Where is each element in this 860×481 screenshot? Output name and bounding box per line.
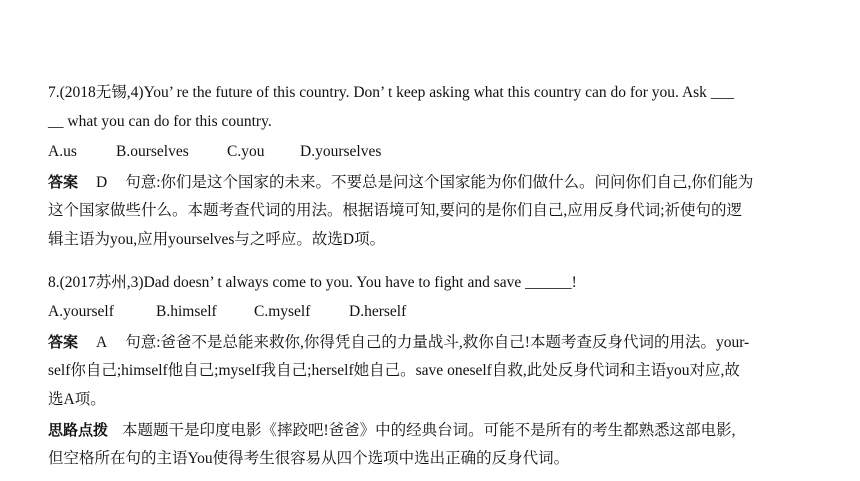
tip-line2: 但空格所在句的主语You使得考生很容易从四个选项中选出正确的反身代词。 — [48, 450, 570, 467]
q7-stem-line2: __ what you can do for this country. — [48, 113, 272, 130]
q7-explanation-line3: 辑主语为you,应用yourselves与之呼应。故选D项。 — [48, 231, 386, 248]
q8-options — [48, 301, 820, 323]
q8-explanation-line1: 句意:爸爸不是总能来救你,你得凭自己的力量战斗,救你自己!本题考查反身代词的用法。your- — [125, 334, 750, 351]
tip-label: 思路点拨 — [48, 421, 109, 439]
q7-option-b: B.ourselves — [116, 143, 189, 160]
tip-line1-row — [48, 419, 820, 442]
q7-option-d: D.yourselves — [300, 143, 382, 160]
q8-option-c: C.myself — [254, 303, 311, 320]
q8-answer: A — [96, 334, 108, 351]
q7-answer-line — [48, 171, 820, 194]
q7-explanation-line1: 句意:你们是这个国家的未来。不要总是问这个国家能为你们做什么。问问你们自己,你们能为 — [125, 174, 754, 191]
q7-explanation-line2: 这个国家做些什么。本题考查代词的用法。根据语境可知,要问的是你们自己,应用反身代词;祈使句的逻 — [48, 202, 743, 219]
q7-options — [48, 141, 820, 163]
q8-option-a: A.yourself — [48, 303, 114, 320]
q8-explanation-line2: self你自己;himself他自己;myself我自己;herself她自己。save oneself自救,此处反身代词和主语you对应,故 — [48, 362, 740, 379]
q7-stem-line1: 7.(2018无锡,4)You’ re the future of this country. Don’ t keep asking what this country can do for you. Ask ___ — [48, 84, 735, 101]
q8-answer-line — [48, 331, 820, 354]
q8-option-b: B.himself — [156, 303, 217, 320]
q7-answer-label: 答案 — [48, 173, 79, 191]
tip-line1: 本题题干是印度电影《摔跤吧!爸爸》中的经典台词。可能不是所有的考生都熟悉这部电影, — [122, 422, 736, 439]
q8-explanation-line3: 选A项。 — [48, 391, 106, 408]
q8-answer-label: 答案 — [48, 333, 79, 351]
q8-option-d: D.herself — [349, 303, 407, 320]
q7-answer: D — [96, 174, 108, 191]
q7-option-a: A.us — [48, 143, 77, 160]
q7-option-c: C.you — [227, 143, 265, 160]
q8-stem: 8.(2017苏州,3)Dad doesn’ t always come to you. You have to fight and save ______! — [48, 274, 577, 291]
